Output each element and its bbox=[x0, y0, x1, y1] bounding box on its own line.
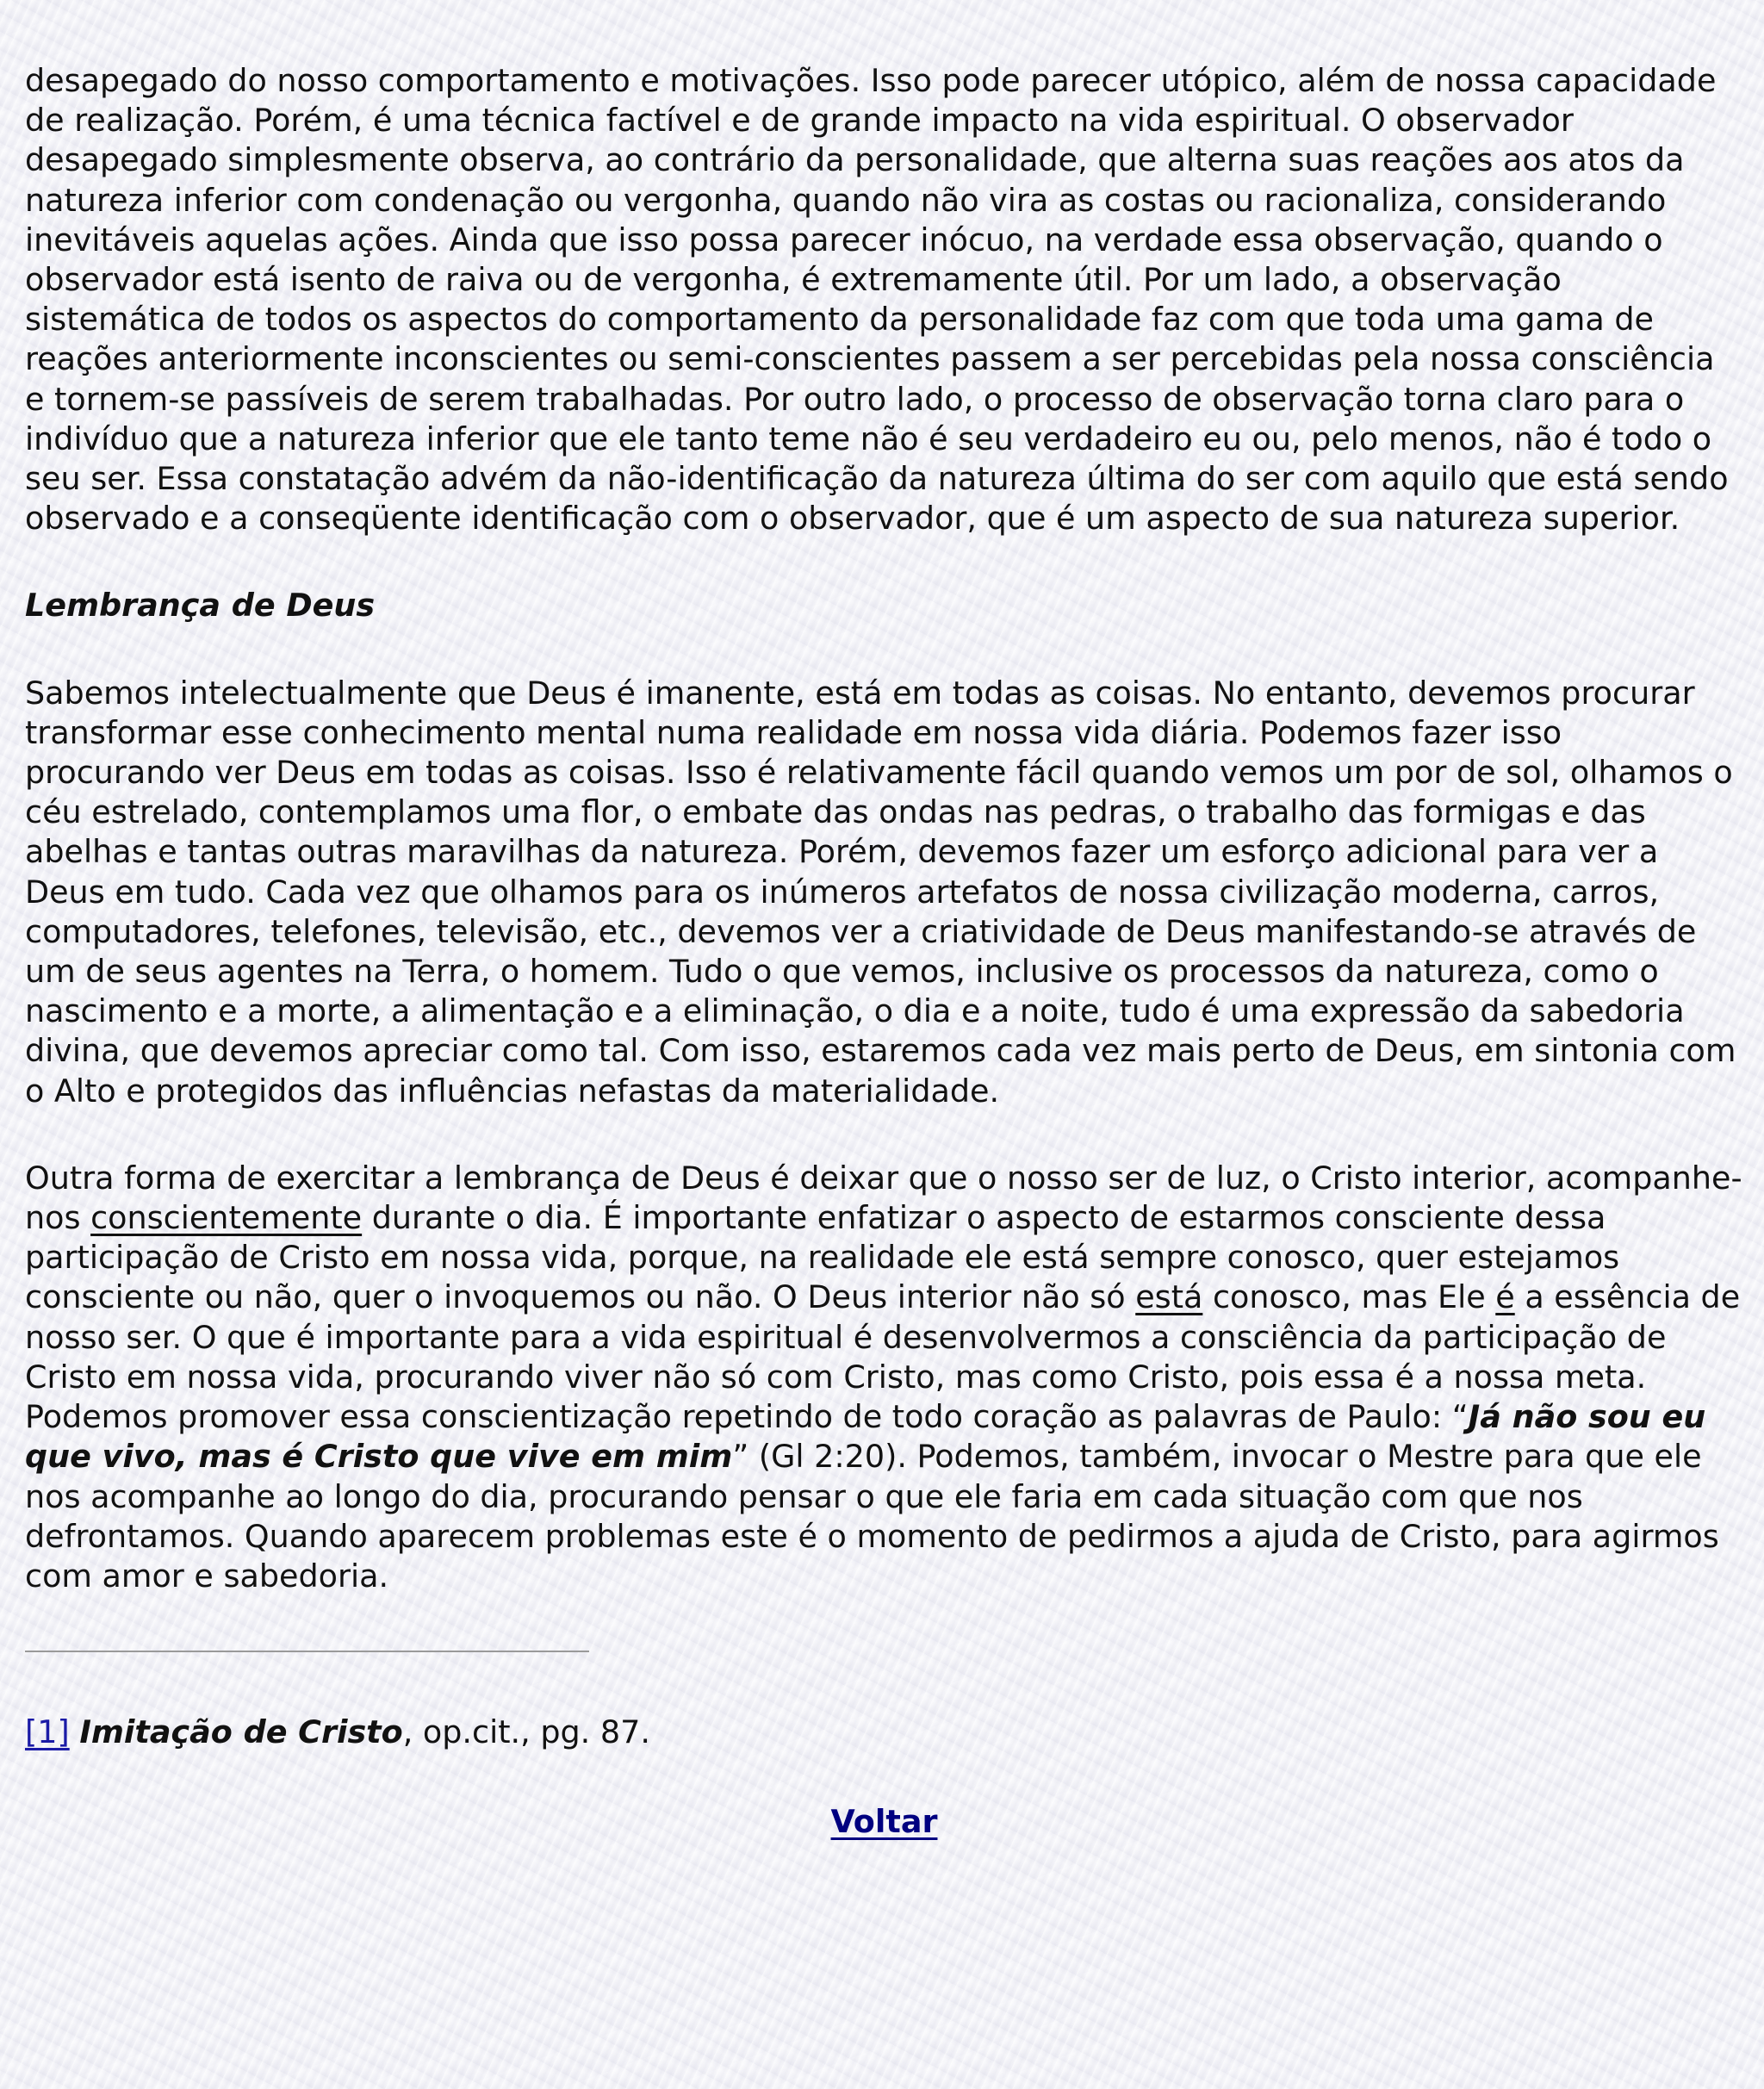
text-run: ” (Gl 2:20). Podemos, também, invocar o Mestre para que ele nos acompanhe ao longo do dia, procurando pensar o que ele faria em cada situação com que nos defrontamos. Quando aparecem problemas este é o momento de pedirmos a ajuda de Cristo, para agirmos com amor e sabedoria. bbox=[25, 1438, 1719, 1595]
body-paragraph: desapegado do nosso comportamento e motivações. Isso pode parecer utópico, além de nossa capacidade de realização. Porém, é uma técnica factível e de grande impacto na vida espiritual. O observador desapegado simplesmente observa, ao contrário da personalidade, que alterna suas reações aos atos da natureza inferior com condenação ou vergonha, quando não vira as costas ou racionaliza, considerando inevitáveis aquelas ações. Ainda que isso possa parecer inócuo, na verdade essa observação, quando o observador está isento de raiva ou de vergonha, é extremamente útil. Por um lado, a observação sistemática de todos os aspectos do comportamento da personalidade faz com que toda uma gama de reações anteriormente inconscientes ou semi-conscientes passem a ser percebidas pela nossa consciência e tornem-se passíveis de serem trabalhadas. Por outro lado, o processo de observação torna claro para o indivíduo que a natureza inferior que ele tanto teme não é seu verdadeiro eu ou, pelo menos, não é todo o seu ser. Essa constatação advém da não-identificação da natureza última do ser com aquilo que está sendo observado e a conseqüente identificação com o observador, que é um aspecto de sua natureza superior. bbox=[25, 62, 1729, 538]
article-body bbox=[25, 61, 1743, 1843]
body-paragraph: Sabemos intelectualmente que Deus é imanente, está em todas as coisas. No entanto, devemos procurar transformar esse conhecimento mental numa realidade em nossa vida diária. Podemos fazer isso procurando ver Deus em todas as coisas. Isso é relativamente fácil quando vemos um por de sol, olhamos o céu estrelado, contemplamos uma flor, o embate das ondas nas pedras, o trabalho das formigas e das abelhas e tantas outras maravilhas da natureza. Porém, devemos fazer um esforço adicional para ver a Deus em tudo. Cada vez que olhamos para os inúmeros artefatos de nossa civilização moderna, carros, computadores, telefones, televisão, etc., devemos ver a criatividade de Deus manifestando-se através de um de seus agentes na Terra, o homem. Tudo o que vemos, inclusive os processos da natureza, como o nascimento e a morte, a alimentação e a eliminação, o dia e a noite, tudo é uma expressão da sabedoria divina, que devemos apreciar como tal. Com isso, estaremos cada vez mais perto de Deus, em sintonia com o Alto e protegidos das influências nefastas da materialidade. bbox=[25, 674, 1736, 1110]
back-link-row bbox=[25, 1802, 1743, 1842]
footnote bbox=[25, 1713, 1743, 1752]
spacer bbox=[25, 1111, 1743, 1159]
spacer bbox=[25, 626, 1743, 674]
body-paragraph bbox=[25, 1159, 1743, 1596]
text-run: durante o dia. É importante enfatizar o aspecto de estarmos consciente dessa participação de Cristo em nossa vida, porque, na realidade ele está sempre conosco, quer estejamos consciente ou não, quer o invoquemos ou não. O Deus interior não só bbox=[25, 1199, 1620, 1316]
underlined-word: está bbox=[1135, 1278, 1203, 1316]
spacer bbox=[25, 538, 1743, 586]
footnote-text: , op.cit., pg. 87. bbox=[402, 1713, 650, 1751]
section-heading: Lembrança de Deus bbox=[25, 587, 376, 625]
underlined-word: conscientemente bbox=[90, 1199, 363, 1237]
underlined-word: é bbox=[1495, 1278, 1515, 1316]
footnote-divider bbox=[25, 1651, 589, 1652]
text-run: Outra forma de exercitar a lembrança de Deus é deixar que o nosso ser de luz, o Cristo interior, acompanhe-nos bbox=[25, 1159, 1742, 1237]
text-run: conosco, mas Ele bbox=[1202, 1278, 1496, 1316]
text-run: a essência de nosso ser. O que é importante para a vida espiritual é desenvolvermos a consciência da participação de Cristo em nossa vida, procurando viver não só com Cristo, mas como Cristo, pois essa é a nossa meta. Podemos promover essa conscientização repetindo de todo coração as palavras de Paulo: “ bbox=[25, 1278, 1741, 1436]
footnote-ref-link[interactable]: [1] bbox=[25, 1713, 70, 1751]
footnote-title: Imitação de Cristo bbox=[79, 1713, 403, 1751]
back-link[interactable]: Voltar bbox=[830, 1803, 938, 1841]
bible-quote: Já não sou eu que vivo, mas é Cristo que vive em mim bbox=[25, 1398, 1706, 1476]
